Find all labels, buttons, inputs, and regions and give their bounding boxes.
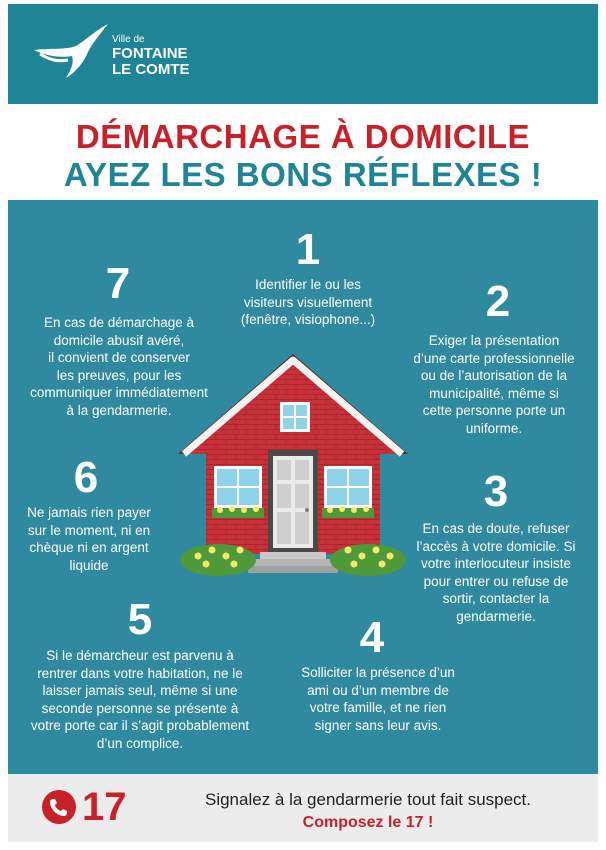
step-5-line: d’un complice.	[96, 735, 184, 751]
step-3-line: pour entrer ou refuse de	[423, 573, 569, 589]
step-1-line: Identifier le ou les	[255, 277, 361, 292]
step-4-text	[280, 664, 476, 734]
footer-call-to-action: Composez le 17 !	[302, 814, 434, 831]
step-2-line: Exiger la présentation	[428, 333, 560, 348]
step-4-line: ami ou d’un membre de	[307, 682, 449, 698]
step-6-line: sur le moment, ni en	[27, 522, 151, 538]
step-6-text	[14, 504, 164, 574]
step-3-line: votre interlocuteur insiste	[420, 556, 572, 571]
step-2-line: uniforme.	[465, 420, 523, 436]
step-6-number: 6	[73, 453, 99, 502]
step-5-line: seconde personne se présente à	[41, 700, 239, 716]
step-5-number: 5	[127, 595, 153, 644]
footer-message: Signalez à la gendarmerie tout fait suspect.	[204, 790, 532, 809]
logo-city-name	[112, 46, 190, 78]
logo-ville-text: Ville de	[112, 34, 145, 45]
step-1-line: (fenêtre, visiophone...)	[240, 312, 376, 327]
step-2-number: 2	[485, 277, 511, 326]
logo-line-1: FONTAINE	[112, 45, 188, 62]
title-line-1: DÉMARCHAGE À DOMICILE	[75, 118, 531, 155]
title-line-2: AYEZ LES BONS RÉFLEXES !	[63, 156, 543, 193]
step-3-line: l’accès à votre domicile. Si	[416, 538, 576, 554]
step-2-line: ou de l’autorisation de la	[420, 368, 568, 383]
title-band	[8, 104, 598, 200]
header	[8, 4, 598, 104]
step-6-line: chèque ni en argent	[29, 540, 149, 555]
step-1-line: visiteurs visuellement	[243, 294, 373, 310]
step-2-line: municipalité, même si	[429, 385, 559, 401]
step-5-text	[8, 647, 272, 752]
step-2-text	[394, 332, 594, 437]
step-1-number: 1	[295, 225, 321, 274]
step-3-line: En cas de doute, refuser	[422, 521, 570, 536]
step-7-line: communiquer immédiatement	[30, 385, 208, 400]
step-1-text	[218, 276, 398, 329]
footer	[8, 774, 598, 842]
logo-line-2: LE COMTE	[112, 61, 190, 78]
step-4-line: Solliciter la présence d’un	[301, 665, 455, 680]
step-7-line: il convient de conserver	[48, 350, 190, 365]
step-4-number: 4	[359, 613, 385, 662]
house-illustration	[176, 350, 410, 580]
bird-logo-icon	[30, 20, 110, 80]
step-5-line: votre porte car il s’agit probablement	[30, 718, 250, 733]
step-3-line: sortir, contacter la	[442, 591, 550, 606]
poster	[8, 4, 598, 842]
step-4-line: votre famille, et ne rien	[309, 700, 447, 715]
step-7-line: à la gendarmerie.	[66, 402, 172, 418]
step-3-text	[398, 520, 594, 625]
emergency-number: 17	[82, 785, 127, 829]
step-3-number: 3	[483, 467, 509, 516]
step-7-line: les preuves, pour les	[56, 367, 182, 383]
step-7-line: En cas de démarchage à	[43, 315, 195, 330]
step-5-line: rentrer dans votre habitation, ne le	[37, 665, 243, 681]
step-2-line: cette personne porte un	[422, 403, 566, 418]
step-6-line: Ne jamais rien payer	[27, 505, 151, 520]
step-7-line: domicile abusif avéré,	[53, 332, 185, 348]
step-5-line: Si le démarcheur est parvenu à	[46, 648, 234, 663]
step-2-line: d’une carte professionnelle	[413, 350, 575, 366]
phone-icon	[42, 790, 76, 824]
step-4-line: signer sans leur avis.	[314, 717, 442, 733]
step-3-line: gendarmerie.	[456, 608, 536, 624]
step-7-number: 7	[105, 259, 131, 308]
step-6-line: liquide	[69, 557, 109, 573]
step-5-line: laisser jamais seul, même si une	[42, 683, 238, 698]
